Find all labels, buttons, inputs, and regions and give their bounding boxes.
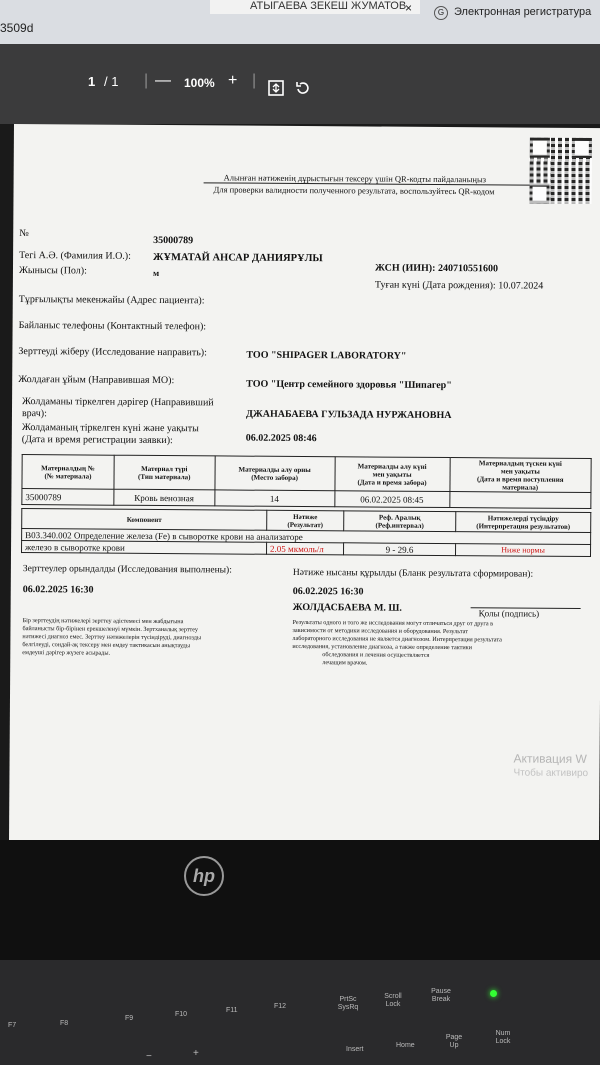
number-value: 35000789	[153, 234, 194, 247]
qr-note-ru: Для проверки валидности полученного результата, воспользуйтесь QR-кодом	[213, 184, 495, 197]
formed-value: 06.02.2025 16:30	[292, 585, 364, 598]
tab-2-title: Электронная регистратура	[454, 6, 592, 18]
formed-label: Нәтиже нысаны құрылды (Бланк результата сформирован):	[292, 567, 534, 580]
key-page-up: Page Up	[445, 1034, 463, 1049]
iin: ЖСН (ИИН): 240710551600	[374, 262, 499, 275]
toolbar-divider: |	[144, 72, 149, 89]
number-label: №	[19, 228, 29, 240]
key-f9: F9	[125, 1015, 134, 1022]
keyboard	[0, 960, 600, 1065]
sex-label: Жынысы (Пол):	[18, 265, 87, 277]
results-table	[21, 508, 591, 557]
pdf-toolbar	[0, 44, 600, 124]
disclaimer-kz: Бір зерттеудің нәтижелері зерттеу әдістемесі мен жабдығына байланысты бір-бірінен ерекшеленуі мүмкін. Зертханалық зерттеу нәтижесі диагноз емес. Зерттеу нәтижелерін түсіндіруді, диагнозды белгілеуді, сондай-ақ тексеру мен емдеу тактикасын анықтауды емдеуші дәрігер жүзеге асырады.	[22, 617, 202, 657]
laptop-bezel	[0, 840, 600, 960]
org-value: ТОО "Центр семейного здоровья "Шипагер"	[246, 378, 452, 392]
test-reference: 9 - 29.6	[344, 543, 456, 556]
hp-logo: hp	[184, 856, 224, 896]
toolbar-divider: |	[252, 72, 257, 89]
org-label: Жолдаған ұйым (Направившая МО):	[18, 374, 175, 387]
test-title: B03.340.002 Определение железа (Fe) в сыворотке крови на анализаторе	[22, 529, 591, 545]
page-number-input[interactable]: 1	[88, 74, 96, 89]
name-label: Тегі А.Ә. (Фамилия И.О.):	[19, 250, 131, 262]
phone-label: Байланыс телефоны (Контактный телефон):	[18, 320, 207, 333]
key-scroll-lock: Scroll Lock	[384, 993, 402, 1008]
material-number: 35000789	[22, 489, 114, 506]
arrival-date	[449, 492, 591, 509]
key-f10: F10	[175, 1011, 188, 1018]
collection-place: 14	[214, 490, 334, 507]
browser-tab-2[interactable]	[434, 6, 591, 20]
doctor-label-1: Жолдаманы тіркелген дәрігер (Направивший	[22, 396, 214, 409]
header-interpretation: Нәтижелерді түсіндіру (Интерпретация результатов)	[456, 512, 591, 533]
rotate-icon[interactable]	[295, 80, 311, 96]
zoom-out-button[interactable]: —	[155, 72, 171, 89]
qr-code[interactable]	[529, 138, 591, 204]
material-table	[21, 454, 591, 509]
header-collect-date: Материалды алу күні мен уақыты (Дата и время забора)	[334, 457, 449, 492]
signature-label: Қолы (подпись)	[478, 608, 540, 619]
doctor-label-2: врач):	[21, 408, 47, 420]
google-tab-icon: G	[434, 6, 448, 20]
reg-label-1: Жолдаманың тіркелген күні және уақыты	[21, 422, 199, 435]
sex-value: м	[152, 267, 160, 279]
key-prtsc: PrtSc SysRq	[337, 996, 359, 1011]
header-arrival-date: Материалдың түскен күні мен уақыты (Дата и время поступления материала)	[449, 458, 591, 493]
disclaimer-ru: Результаты одного и того же исследования могут отличаться друг от друга в зависимости от методики исследования и оборудования. Результат лабораторного исследования не является диагнозом. Интерпретация результата исследования, установление диагноза, а также определение тактики обследования и лечения осуществляется лечащим врачом.	[292, 618, 502, 667]
key-f12: F12	[274, 1003, 287, 1010]
page-total: / 1	[104, 74, 119, 89]
done-value: 06.02.2025 16:30	[22, 584, 94, 596]
browser-tab-1[interactable]	[210, 0, 420, 14]
material-type: Кровь венозная	[114, 489, 215, 506]
header-result: Нәтиже (Результат)	[267, 510, 344, 531]
test-name: железо в сыворотке крови	[22, 541, 267, 555]
header-reference: Реф. Аралық (Реф.интервал)	[344, 511, 456, 532]
table-row	[22, 541, 591, 557]
key-f11: F11	[226, 1007, 238, 1014]
key-num-lock: Num Lock	[495, 1030, 511, 1045]
birth-date: Туған күні (Дата рождения): 10.07.2024	[374, 279, 544, 292]
qr-note-kz: Алынған нәтиженің дұрыстығын тексеру үшін QR-кодты пайдаланыңыз	[223, 172, 487, 185]
fit-page-icon[interactable]	[268, 80, 284, 96]
key-minus: −	[146, 1051, 152, 1062]
browser-tab-bar	[0, 0, 600, 44]
power-led	[490, 990, 497, 997]
address-label: Тұрғылықты мекенжайы (Адрес пациента):	[18, 294, 205, 307]
reg-label-2: (Дата и время регистрации заявки):	[21, 434, 173, 447]
header-component: Компонент	[22, 509, 267, 531]
test-interpretation: Ниже нормы	[455, 544, 590, 557]
key-f8: F8	[60, 1020, 69, 1027]
test-result: 2.05 мкмоль/л	[267, 542, 344, 555]
header-material-type: Материал түрі (Тип материала)	[114, 455, 215, 490]
close-tab-icon[interactable]: ×	[405, 1, 413, 15]
signer-name: ЖОЛДАСБАЕВА М. Ш.	[292, 601, 402, 614]
collection-date: 06.02.2025 08:45	[334, 491, 449, 508]
sent-label: Зерттеуді жіберу (Исследование направить):	[18, 346, 207, 359]
address-fragment[interactable]: 3509d	[0, 21, 34, 35]
key-insert: Insert	[346, 1046, 364, 1053]
table-row	[22, 489, 591, 509]
doctor-value: ДЖАНАБАЕВА ГУЛЬЗАДА НУРЖАНОВНА	[245, 408, 452, 422]
tab-1-title: АТЫГАЕВА ЗЕКЕШ ЖУМАТОВ	[250, 0, 407, 12]
header-material-number: Материалдың № (№ материала)	[22, 455, 114, 490]
header-place: Материалды алу орны (Место забора)	[215, 456, 335, 491]
zoom-in-button[interactable]: +	[228, 72, 238, 89]
key-home: Home	[396, 1042, 415, 1049]
key-pause: Pause Break	[431, 988, 451, 1003]
done-label: Зерттеулер орындалды (Исследования выполнены):	[22, 564, 232, 576]
key-f7: F7	[8, 1022, 17, 1029]
sent-value: ТОО "SHIPAGER LABORATORY"	[246, 349, 407, 362]
windows-activation-hint: Чтобы активиро	[513, 767, 589, 780]
zoom-level[interactable]: 100%	[184, 76, 215, 90]
reg-value: 06.02.2025 08:46	[245, 432, 317, 445]
name-value: ЖҰМАТАЙ АНСАР ДАНИЯРҰЛЫ	[153, 251, 323, 265]
windows-activation-title: Активация W	[513, 751, 587, 767]
key-plus: +	[193, 1048, 199, 1059]
lab-result-document	[9, 124, 600, 844]
